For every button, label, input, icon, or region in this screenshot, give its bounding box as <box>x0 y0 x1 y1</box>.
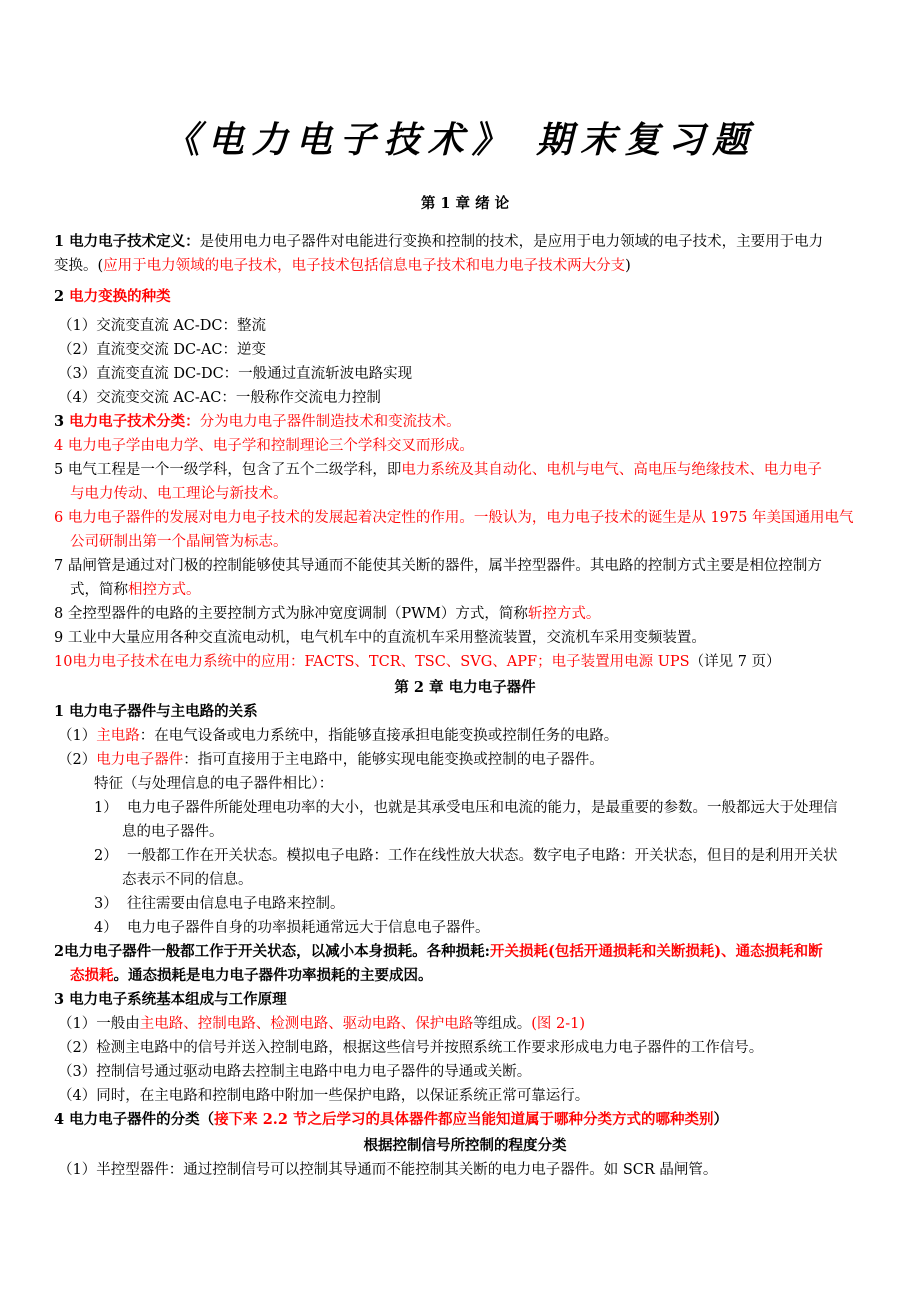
ch1-item-4: 4 电力电子学由电力学、电子学和控制理论三个学科交叉而形成。 <box>54 438 474 454</box>
page-title: 《电力电子技术》 期末复习题 <box>163 119 757 161</box>
ch2-section-3: 3 电力电子系统基本组成与工作原理 <box>54 991 287 1008</box>
feature-3: 3） 往往需要由信息电子电路来控制。 <box>94 896 345 912</box>
ch1-item-5-cont: 与电力传动、电工理论与新技术。 <box>70 486 288 502</box>
ch2-section-4a: （1）半控型器件：通过控制信号可以控制其导通而不能控制其关断的电力电子器件。如 SCR 晶闸管。 <box>58 1162 718 1178</box>
ch2-section-4: 4 电力电子器件的分类（接下来 2.2 节之后学习的具体器件都应当能知道属于哪种分类方式的哪种类别） <box>54 1111 728 1128</box>
feature-2: 2） 一般都工作在开关状态。模拟电子电路：工作在线性放大状态。数字电子电路：开关状态，但目的是利用开关状 <box>94 848 838 864</box>
ch1-item-2: 2 电力变换的种类 <box>54 288 171 305</box>
ch2-section-2-cont: 态损耗。通态损耗是电力电子器件功率损耗的主要成因。 <box>70 967 433 984</box>
feature-4: 4） 电力电子器件自身的功率损耗通常远大于信息电子器件。 <box>94 920 490 936</box>
ch1-item-8: 8 全控型器件的电路的主要控制方式为脉冲宽度调制（PWM）方式，简称斩控方式。 <box>54 606 601 622</box>
conversion-type-2: （2）直流变交流 DC-AC：逆变 <box>58 342 267 358</box>
ch1-item-5: 5 电气工程是一个一级学科，包含了五个二级学科，即电力系统及其自动化、电机与电气、高电压与绝缘技术、电力电子 <box>54 462 822 478</box>
ch2-section-2: 2电力电子器件一般都工作于开关状态，以减小本身损耗。各种损耗:开关损耗(包括开通损耗和关断损耗)、通态损耗和断 <box>54 943 823 960</box>
ch1-item-10: 10电力电子技术在电力系统中的应用：FACTS、TCR、TSC、SVG、APF；电子装置用电源 UPS（详见 7 页） <box>54 654 781 670</box>
chapter-2-heading: 第 2 章 电力电子器件 <box>394 679 536 696</box>
ch1-item-1: 1 电力电子技术定义：是使用电力电子器件对电能进行变换和控制的技术，是应用于电力领域的电子技术，主要用于电力 <box>54 233 824 250</box>
ch1-item-7-cont: 式，简称相控方式。 <box>70 582 201 598</box>
feature-heading: 特征（与处理信息的电子器件相比）： <box>94 776 334 792</box>
conversion-type-3: （3）直流变直流 DC-DC：一般通过直流斩波电路实现 <box>58 366 413 382</box>
ch1-item-7: 7 晶闸管是通过对门极的控制能够使其导通而不能使其关断的器件，属半控型器件。其电路的控制方式主要是相位控制方 <box>54 558 822 574</box>
classification-subheading: 根据控制信号所控制的程度分类 <box>363 1137 567 1154</box>
conversion-type-4: （4）交流变交流 AC-AC：一般称作交流电力控制 <box>58 390 381 406</box>
ch2-section-3c: （3）控制信号通过驱动电路去控制主电路中电力电子器件的导通或关断。 <box>58 1064 532 1080</box>
ch1-item-3: 3 电力电子技术分类：分为电力电子器件制造技术和变流技术。 <box>54 413 461 430</box>
ch1-item-1-cont: 变换。(应用于电力领域的电子技术，电子技术包括信息电子技术和电力电子技术两大分支) <box>54 258 631 274</box>
ch2-section-1: 1 电力电子器件与主电路的关系 <box>54 703 258 720</box>
ch2-section-1b: （2）电力电子器件：指可直接用于主电路中，能够实现电能变换或控制的电子器件。 <box>58 752 604 768</box>
feature-2-cont: 态表示不同的信息。 <box>122 872 253 888</box>
ch2-section-3a: （1）一般由主电路、控制电路、检测电路、驱动电路、保护电路等组成。(图 2-1) <box>58 1016 586 1032</box>
ch2-section-3d: （4）同时，在主电路和控制电路中附加一些保护电路，以保证系统正常可靠运行。 <box>58 1088 590 1104</box>
ch1-item-6: 6 电力电子器件的发展对电力电子技术的发展起着决定性的作用。一般认为，电力电子技术的诞生是从 1975 年美国通用电气 <box>54 510 854 526</box>
ch2-section-3b: （2）检测主电路中的信号并送入控制电路，根据这些信号并按照系统工作要求形成电力电子器件的工作信号。 <box>58 1040 764 1056</box>
ch1-item-6-cont: 公司研制出第一个晶闸管为标志。 <box>70 534 288 550</box>
feature-1-cont: 息的电子器件。 <box>122 824 224 840</box>
feature-1: 1） 电力电子器件所能处理电功率的大小，也就是其承受电压和电流的能力，是最重要的参数。一般都远大于处理信 <box>94 800 838 816</box>
ch2-section-1a: （1）主电路：在电气设备或电力系统中，指能够直接承担电能变换或控制任务的电路。 <box>58 728 619 744</box>
conversion-type-1: （1）交流变直流 AC-DC：整流 <box>58 318 267 334</box>
chapter-1-heading: 第 1 章 绪 论 <box>420 195 510 212</box>
ch1-item-9: 9 工业中大量应用各种交直流电动机，电气机车中的直流机车采用整流装置，交流机车采用变频装置。 <box>54 630 706 646</box>
